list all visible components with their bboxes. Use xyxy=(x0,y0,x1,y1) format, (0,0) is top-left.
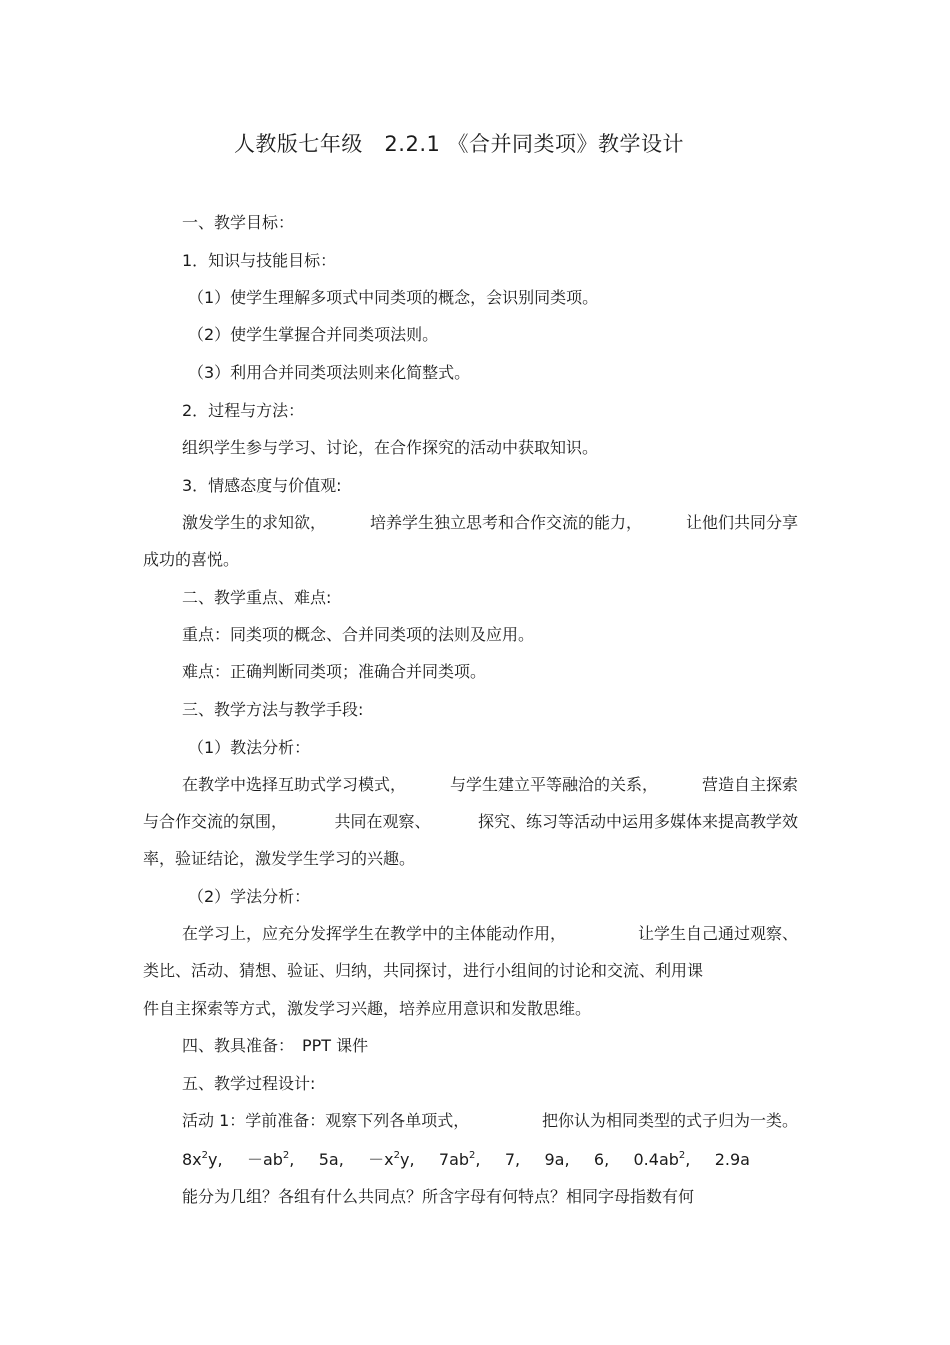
monomial: $-x^2y$, xyxy=(368,1150,415,1169)
text-segment: 培养学生独立思考和合作交流的能力， xyxy=(369,513,642,532)
section-1-3-paragraph-line-1 xyxy=(182,512,798,534)
text-segment: 探究、练习等活动中运用多媒体来提高教学效 xyxy=(477,812,798,831)
monomial: 2.9a xyxy=(714,1150,750,1169)
monomial: 7, xyxy=(504,1150,521,1169)
section-1-2-text: 组织学生参与学习、讨论，在合作探究的活动中获取知识。 xyxy=(182,438,599,457)
text-segment: 在学习上，应充分发挥学生在教学中的主体能动作用， xyxy=(182,924,567,943)
section-3-2-paragraph-line-1 xyxy=(182,923,798,945)
objective-1: （1）使学生理解多项式中同类项的概念，会识别同类项。 xyxy=(188,288,599,307)
difficult-point: 难点：正确判断同类项；准确合并同类项。 xyxy=(182,662,487,681)
section-3-1-paragraph-line-3: 率，验证结论，激发学生学习的兴趣。 xyxy=(143,849,416,868)
section-1-1-heading: 1．知识与技能目标： xyxy=(182,251,337,270)
text-segment: 把你认为相同类型的式子归为一类。 xyxy=(541,1111,798,1130)
section-3-2-paragraph-line-3: 件自主探索等方式，激发学习兴趣，培养应用意识和发散思维。 xyxy=(143,999,592,1018)
monomial: $-ab^2$, xyxy=(246,1150,295,1169)
monomial: $8x^2y$, xyxy=(182,1150,223,1169)
text-segment: 让他们共同分享 xyxy=(685,513,798,532)
section-3-2-paragraph-line-2: 类比、活动、猜想、验证、归纳，共同探讨，进行小组间的讨论和交流、利用课 xyxy=(143,961,704,980)
text-segment: 激发学生的求知欲， xyxy=(182,513,327,532)
question-line: 能分为几组？各组有什么共同点？所含字母有何特点？相同字母指数有何 xyxy=(182,1187,695,1206)
activity-1-line xyxy=(182,1110,798,1132)
key-point: 重点：同类项的概念、合并同类项的法则及应用。 xyxy=(182,625,535,644)
section-1-heading: 一、教学目标： xyxy=(182,213,295,232)
section-3-1-paragraph-line-2 xyxy=(143,811,798,833)
document-title: 人教版七年级 2.2.1 《合并同类项》教学设计 xyxy=(233,132,685,156)
objective-3: （3）利用合并同类项法则来化简整式。 xyxy=(188,363,471,382)
section-4: 四、教具准备： PPT 课件 xyxy=(182,1036,369,1055)
text-segment: 与合作交流的氛围， xyxy=(143,812,288,831)
text-segment: 与学生建立平等融洽的关系， xyxy=(449,775,658,794)
section-1-3-heading: 3．情感态度与价值观: xyxy=(182,476,342,495)
section-1-3-paragraph-line-2: 成功的喜悦。 xyxy=(143,550,240,569)
text-segment: 让学生自己通过观察、 xyxy=(637,924,798,943)
text-segment: 活动 1：学前准备：观察下列各单项式， xyxy=(182,1111,470,1130)
section-3-1-paragraph-line-1 xyxy=(182,774,798,796)
monomial: 5a, xyxy=(318,1150,344,1169)
section-1-2-heading: 2．过程与方法： xyxy=(182,401,305,420)
text-segment: 共同在观察、 xyxy=(334,812,431,831)
monomial: 6, xyxy=(593,1150,610,1169)
section-2-heading: 二、教学重点、难点: xyxy=(182,588,332,607)
objective-2: （2）使学生掌握合并同类项法则。 xyxy=(188,325,439,344)
text-segment: 营造自主探索 xyxy=(701,775,798,794)
section-3-1-heading: （1）教法分析： xyxy=(188,738,311,757)
section-3-2-heading: （2）学法分析： xyxy=(188,887,311,906)
section-5-heading: 五、教学过程设计: xyxy=(182,1074,316,1093)
monomial: $0.4ab^2$, xyxy=(633,1150,691,1169)
monomial: 9a, xyxy=(544,1150,570,1169)
text-segment: 在教学中选择互助式学习模式， xyxy=(182,775,407,794)
monomial: $7ab^2$, xyxy=(438,1150,481,1169)
monomial-list xyxy=(182,1149,750,1171)
section-3-heading: 三、教学方法与教学手段: xyxy=(182,700,364,719)
